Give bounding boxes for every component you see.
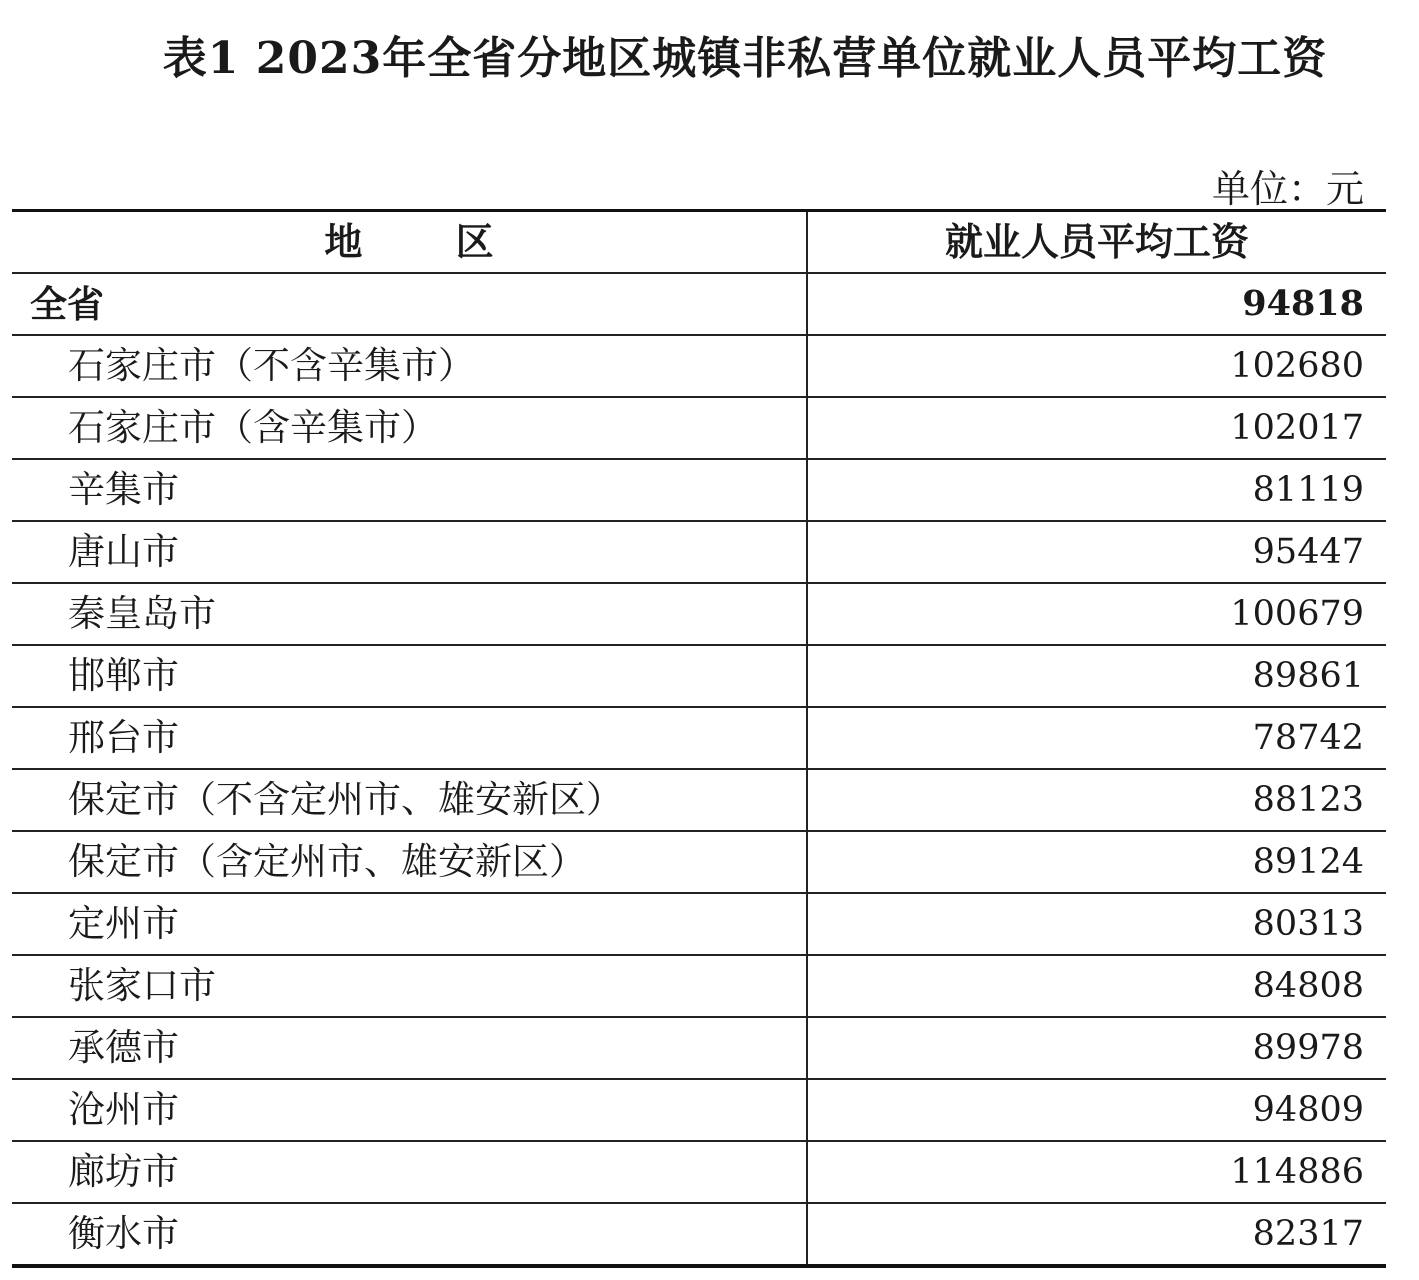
table-header [12,211,1386,274]
region-cell: 保定市（含定州市、雄安新区） [12,831,807,893]
page-title: 表1 2023年全省分地区城镇非私营单位就业人员平均工资 [162,33,1328,84]
table-row [12,645,1386,707]
wage-cell: 88123 [807,769,1386,831]
region-cell: 邢台市 [12,707,807,769]
table-row [12,397,1386,459]
wage-column-header: 就业人员平均工资 [807,211,1386,274]
region-cell: 保定市（不含定州市、雄安新区） [12,769,807,831]
table-row [12,893,1386,955]
region-cell: 邯郸市 [12,645,807,707]
header-row [12,211,1386,274]
region-cell: 廊坊市 [12,1141,807,1203]
region-cell: 定州市 [12,893,807,955]
wage-cell: 100679 [807,583,1386,645]
wage-table [12,209,1386,1268]
wage-cell: 89861 [807,645,1386,707]
wage-cell: 95447 [807,521,1386,583]
table-row [12,459,1386,521]
region-cell: 秦皇岛市 [12,583,807,645]
wage-cell: 84808 [807,955,1386,1017]
wage-cell: 81119 [807,459,1386,521]
total-row [12,273,1386,335]
wage-cell: 94809 [807,1079,1386,1141]
table-row [12,831,1386,893]
region-cell: 衡水市 [12,1203,807,1266]
wage-cell: 89978 [807,1017,1386,1079]
table-row [12,1017,1386,1079]
region-cell: 辛集市 [12,459,807,521]
table-row [12,1141,1386,1203]
region-cell: 承德市 [12,1017,807,1079]
wage-cell: 102680 [807,335,1386,397]
wage-cell: 82317 [807,1203,1386,1266]
table-row [12,769,1386,831]
wage-cell: 114886 [807,1141,1386,1203]
table-row [12,521,1386,583]
table-row [12,1079,1386,1141]
wage-cell: 89124 [807,831,1386,893]
region-cell: 全省 [12,273,807,335]
region-cell: 石家庄市（不含辛集市） [12,335,807,397]
region-cell: 唐山市 [12,521,807,583]
wage-cell: 102017 [807,397,1386,459]
table-row [12,955,1386,1017]
wage-cell: 94818 [807,273,1386,335]
region-cell: 张家口市 [12,955,807,1017]
table-row [12,335,1386,397]
wage-cell: 78742 [807,707,1386,769]
table-row [12,707,1386,769]
region-column-header: 地 区 [12,211,807,274]
region-cell: 沧州市 [12,1079,807,1141]
region-cell: 石家庄市（含辛集市） [12,397,807,459]
unit-label: 单位：元 [1211,167,1364,211]
table-row [12,583,1386,645]
table-body [12,273,1386,1266]
table-row [12,1203,1386,1266]
wage-cell: 80313 [807,893,1386,955]
